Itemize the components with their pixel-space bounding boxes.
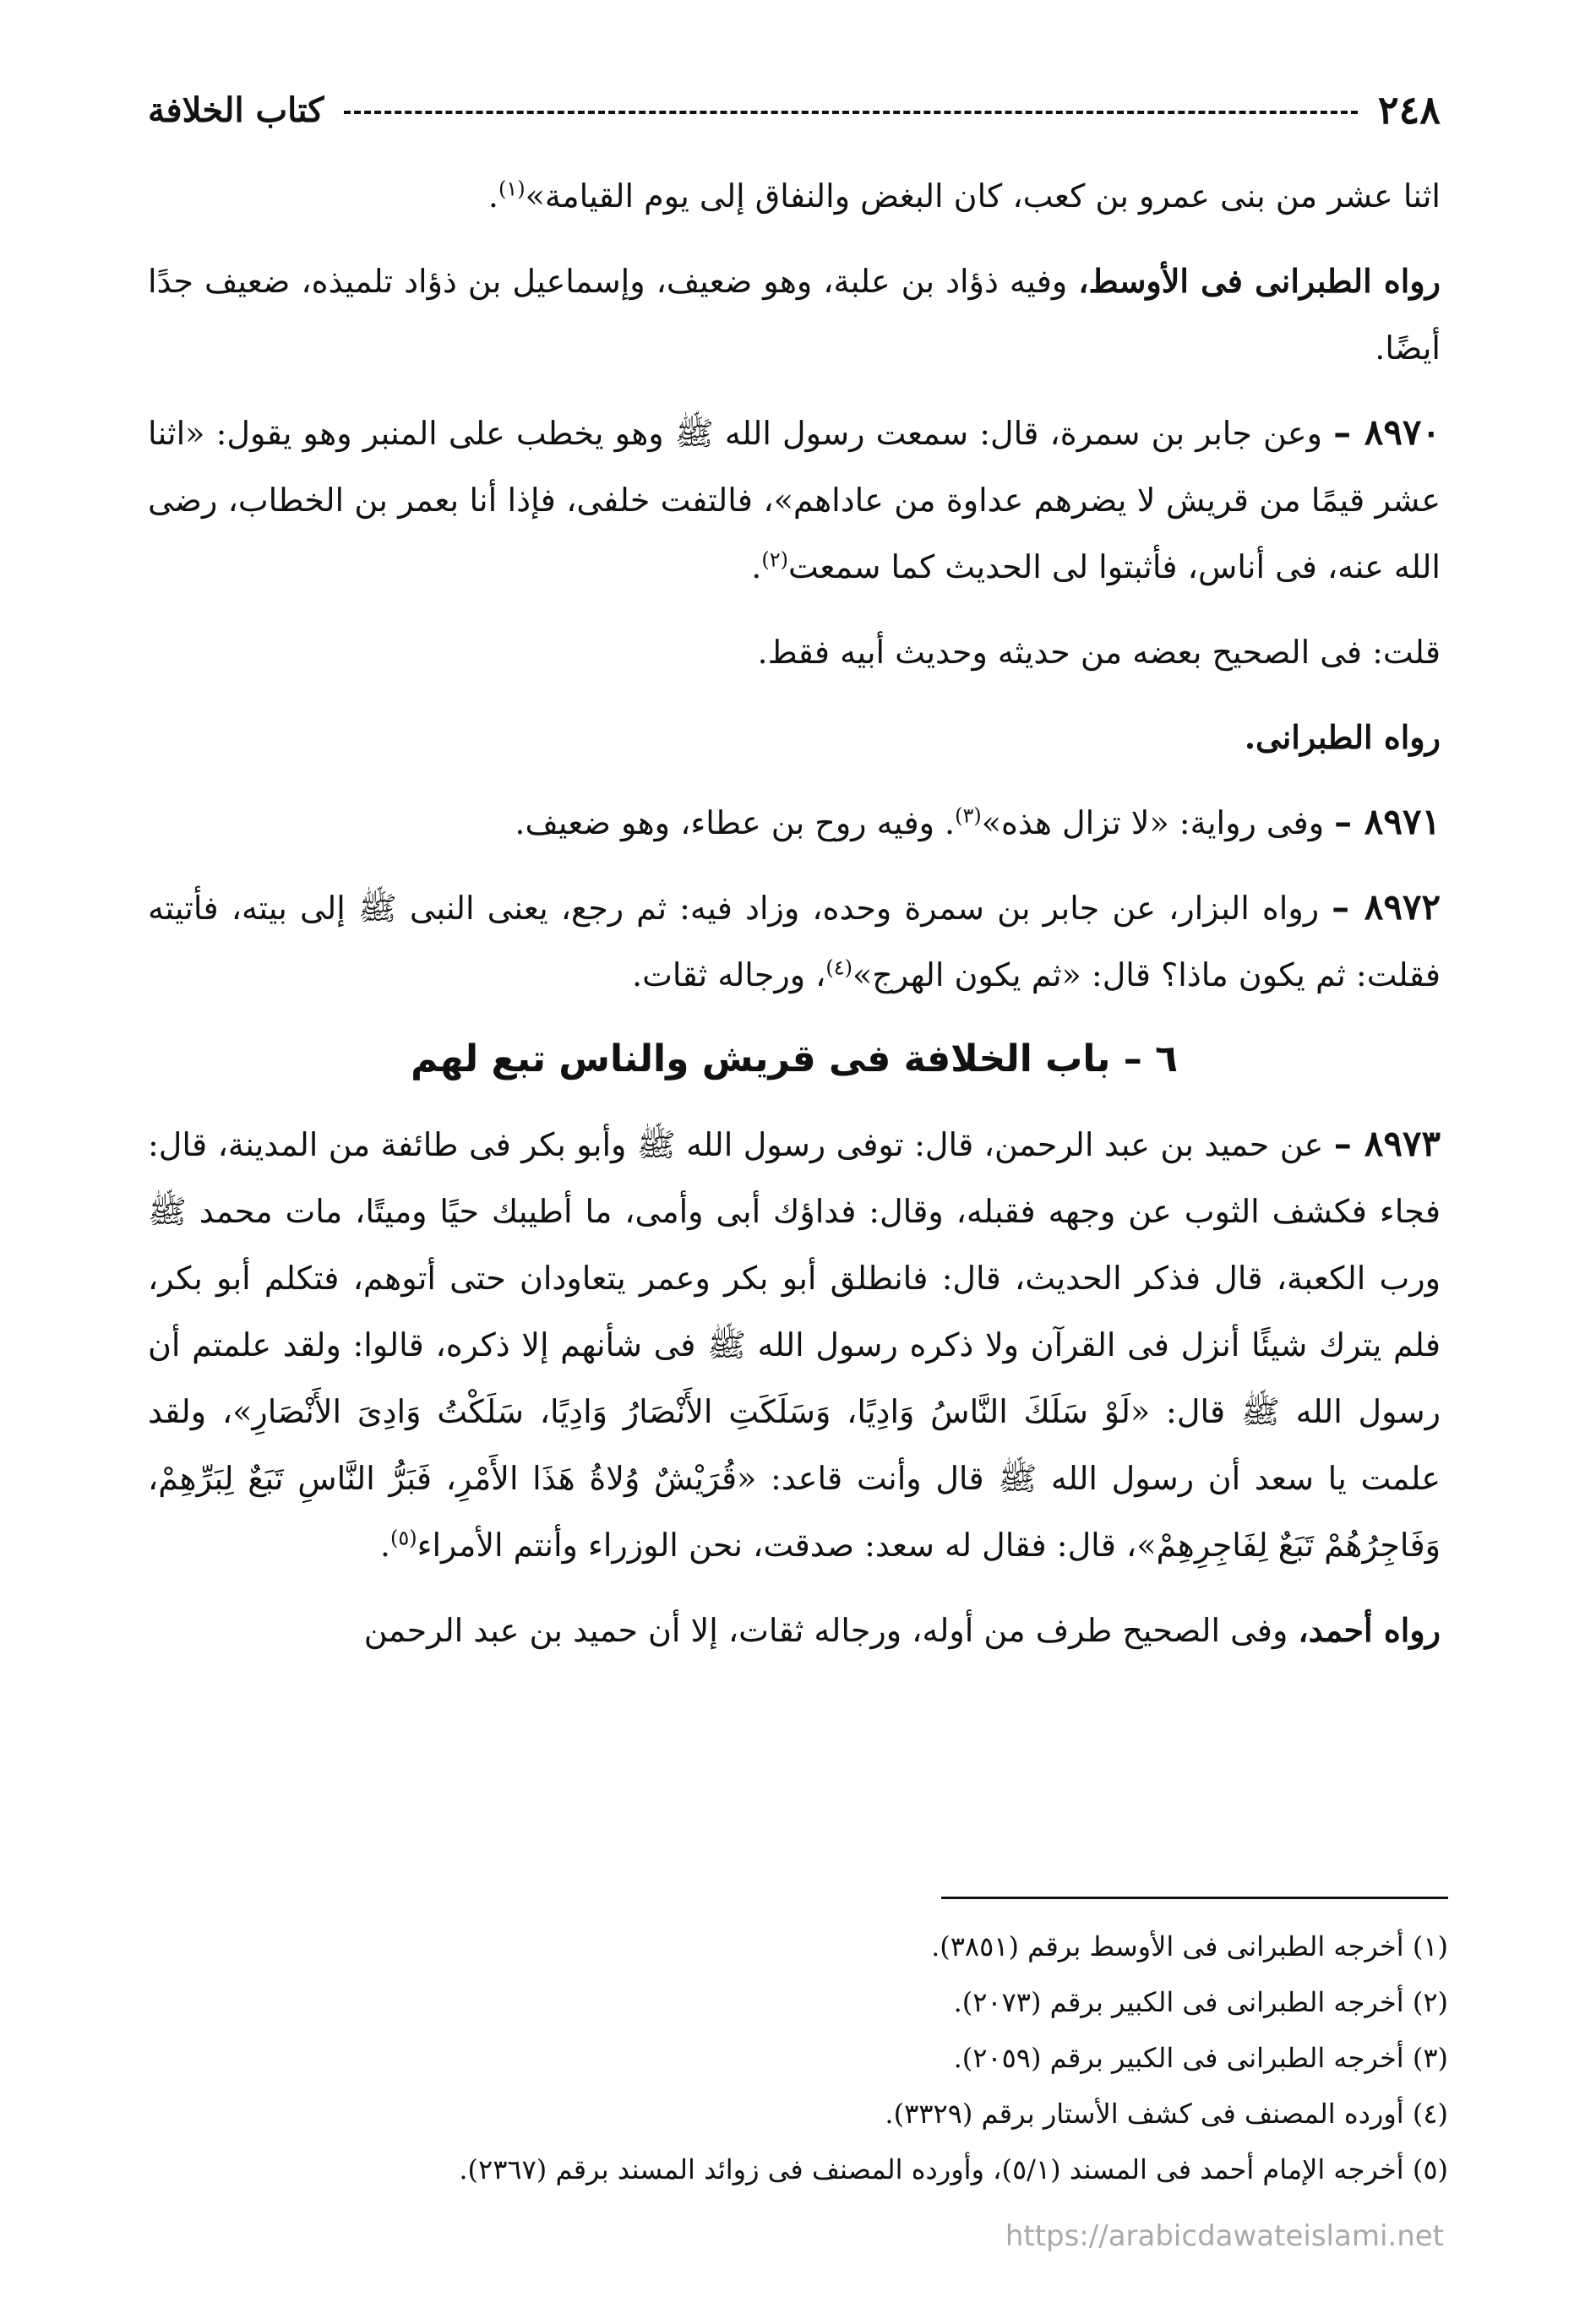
source-watermark: https://arabicdawateislami.net [1005, 2219, 1444, 2253]
paragraph-tail: . وفيه روح بن عطاء، وهو ضعيف. [515, 804, 956, 841]
paragraph-text: عن حميد بن عبد الرحمن، قال: توفى رسول الله ﷺ وأبو بكر فى طائفة من المدينة، قال: فجاء فكشف الثوب عن وجهه فقبله، وقال: فداؤك أبى وأمى، ما أطيبك حيًا وميتًا، مات محمد ﷺ ورب الكعبة، قال فذكر الحديث، قال: فانطلق أبو بكر وعمر يتعاودان حتى أتوهم، فتكلم أبو بكر، فلم يترك شيئًا أنزل فى القرآن ولا ذكره رسول الله ﷺ فى شأنهم إلا ذكره، قالوا: ولقد علمتم أن رسول الله ﷺ قال: «لَوْ سَلَكَ النَّاسُ وَادِيًا، وَسَلَكَتِ الأَنْصَارُ وَادِيًا، سَلَكْتُ وَادِىَ الأَنْصَارِ»، ولقد علمت يا سعد أن رسول الله ﷺ قال وأنت قاعد: «قُرَيْشٌ وُلاةُ هَذَا الأَمْرِ، فَبَرُّ النَّاسِ تَبَعٌ لِبَرِّهِمْ، وَفَاجِرُهُمْ تَبَعٌ لِفَاجِرِهِمْ»، قال: فقال له سعد: صدقت، نحن الوزراء وأنتم الأمراء [148, 1126, 1441, 1564]
book-title: كتاب الخلافة [148, 90, 324, 130]
footnote-ref[interactable]: (٤) [825, 955, 853, 980]
hadith-number: ٨٩٧٠ – [1333, 411, 1441, 453]
paragraph-lead: رواه أحمد، [1298, 1611, 1441, 1649]
page-body [148, 80, 1441, 1681]
paragraph-tail: . [379, 1527, 390, 1564]
paragraph [148, 399, 1441, 601]
paragraph-text: رواه البزار، عن جابر بن سمرة وحده، وزاد فيه: ثم رجع، يعنى النبى ﷺ إلى بيته، فأتيته فقلت: ثم يكون ماذا؟ قال: «ثم يكون الهرج» [148, 890, 1441, 993]
paragraph-text: وفى رواية: «لا تزال هذه» [981, 804, 1335, 841]
paragraph-tail: ، ورجاله ثقات. [632, 956, 826, 993]
paragraph [148, 874, 1441, 1009]
footnote-item: (٥) أخرجه الإمام أحمد فى المسند (٥/١)، وأورده المصنف فى زوائد المسند برقم (٢٣٦٧). [459, 2153, 1448, 2186]
paragraph-text: وفيه ذؤاد بن علبة، وهو ضعيف، وإسماعيل بن ذؤاد تلميذه، ضعيف جدًا أيضًا. [148, 263, 1441, 367]
paragraph-tail: . [488, 177, 498, 215]
footnote-item: (٢) أخرجه الطبرانى فى الكبير برقم (٢٠٧٣). [953, 1986, 1448, 2018]
hadith-number: ٨٩٧١ – [1334, 801, 1441, 842]
page-number: ٢٤٨ [1377, 87, 1441, 133]
paragraph [148, 618, 1441, 686]
hadith-number: ٨٩٧٣ – [1333, 1123, 1441, 1164]
footnote-item: (٤) أورده المصنف فى كشف الأستار برقم (٣٣٢٩). [885, 2098, 1448, 2130]
footnotes-list [155, 1919, 1448, 2198]
paragraph [148, 247, 1441, 382]
paragraph [148, 1110, 1441, 1579]
footnote-ref[interactable]: (٥) [389, 1526, 417, 1550]
paragraph-tail: . [751, 548, 762, 585]
footnote-divider [941, 1897, 1448, 1899]
running-header [148, 80, 1441, 139]
header-dashed-rule [344, 111, 1357, 114]
paragraph-text: وعن جابر بن سمرة، قال: سمعت رسول الله ﷺ وهو يخطب على المنبر وهو يقول: «اثنا عشر قيمًا من قريش لا يضرهم عداوة من عاداهم»، فالتفت خلفى، فإذا أنا بعمر بن الخطاب، رضى الله عنه، فى أناس، فأثبتوا لى الحديث كما سمعت [148, 415, 1441, 585]
section-heading: ٦ – باب الخلافة فى قريش والناس تبع لهم [411, 1037, 1178, 1081]
paragraph [148, 161, 1441, 230]
hadith-number: ٨٩٧٢ – [1332, 886, 1441, 928]
paragraph-text: وفى الصحيح طرف من أوله، ورجاله ثقات، إلا أن حميد بن عبد الرحمن [363, 1612, 1299, 1649]
footnote-ref[interactable]: (٢) [761, 547, 788, 572]
footnote-ref[interactable]: (١) [498, 177, 526, 201]
main-text [148, 161, 1441, 1664]
paragraph [148, 703, 1441, 771]
footnote-ref[interactable]: (٣) [955, 803, 982, 828]
paragraph [148, 788, 1441, 857]
footnote-item: (٣) أخرجه الطبرانى فى الكبير برقم (٢٠٥٩). [953, 2042, 1448, 2074]
paragraph-text: اثنا عشر من بنى عمرو بن كعب، كان البغض والنفاق إلى يوم القيامة» [525, 177, 1441, 215]
paragraph-lead: رواه الطبرانى. [1244, 718, 1441, 756]
footnote-item: (١) أخرجه الطبرانى فى الأوسط برقم (٣٨٥١). [931, 1930, 1448, 1962]
paragraph [148, 1596, 1441, 1664]
paragraph-lead: رواه الطبرانى فى الأوسط، [1078, 262, 1441, 300]
paragraph-text: قلت: فى الصحيح بعضه من حديثه وحديث أبيه فقط. [757, 634, 1441, 671]
